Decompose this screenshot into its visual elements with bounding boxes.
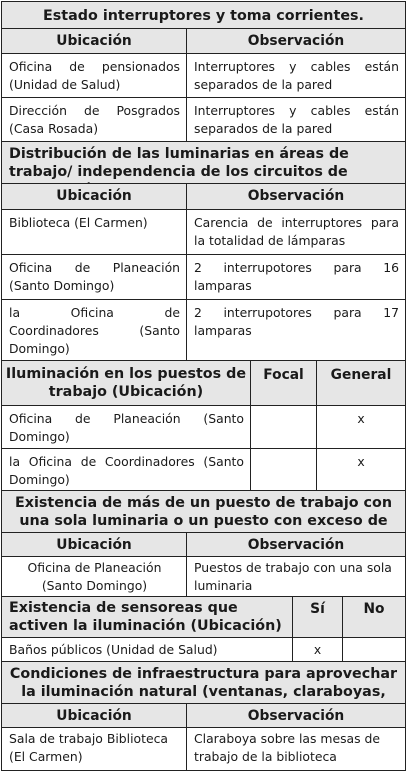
yes-cell: x — [292, 638, 342, 661]
col-header-focal: Focal — [250, 361, 316, 405]
table-row — [2, 449, 405, 491]
table-row — [2, 638, 405, 662]
section6-header-row — [2, 704, 405, 728]
observation-cell: Claraboya sobre las mesas de trabajo de la biblioteca — [186, 728, 405, 770]
table-row — [2, 210, 405, 255]
location-cell: Oficina de Planeación (Santo Domingo) — [9, 411, 244, 444]
location-cell: Biblioteca (El Carmen) — [9, 215, 148, 230]
col-header-location: Ubicación — [56, 708, 132, 724]
section2-title-row — [2, 142, 405, 184]
section1-title-row — [2, 2, 405, 29]
section2-title: Distribución de las luminarias en áreas de trabajo/ independencia de los circuitos de — [9, 146, 349, 180]
col-header-no: No — [342, 597, 405, 637]
table-row — [2, 728, 405, 770]
general-cell: x — [316, 449, 405, 490]
section1-title: Estado interruptores y toma corrientes. — [43, 8, 364, 24]
general-cell: x — [316, 406, 405, 448]
location-cell: la Oficina de Coordinadores (Santo Domingo) — [9, 305, 180, 356]
table-row — [2, 54, 405, 98]
table-row — [2, 406, 405, 449]
section3-title: Iluminación en los puestos de trabajo (Ubicación) — [5, 366, 247, 400]
col-header-location: Ubicación — [56, 33, 132, 49]
section5-title: Existencia de sensoreas que activen la iluminación (Ubicación) — [9, 600, 282, 634]
location-cell: Oficina de Planeación (Santo Domingo) — [9, 260, 180, 293]
section5-header-row — [2, 597, 405, 638]
location-cell: Sala de trabajo Biblioteca (El Carmen) — [9, 731, 168, 764]
col-header-observation: Observación — [186, 29, 405, 53]
location-cell: Oficina de Planeación (Santo Domingo) — [27, 560, 162, 593]
col-header-general: General — [316, 361, 405, 405]
section4-title: Existencia de más de un puesto de trabajo con una sola luminaria o un puesto con exceso de — [14, 495, 393, 529]
focal-cell — [250, 449, 316, 490]
col-header-observation: Observación — [186, 704, 405, 727]
section2-header-row — [2, 184, 405, 210]
section4-header-row — [2, 533, 405, 557]
section6-title: Condiciones de infraestructura para aprovechar la iluminación natural (ventanas, claraboyas, — [9, 666, 398, 700]
section4-title-row — [2, 491, 405, 533]
table-row — [2, 300, 405, 361]
col-header-observation: Observación — [186, 184, 405, 209]
location-cell: Dirección de Posgrados (Casa Rosada) — [9, 103, 180, 136]
col-header-location: Ubicación — [56, 188, 132, 204]
col-header-yes: Sí — [292, 597, 342, 637]
observation-cell: Interruptores y cables están separados de la pared — [186, 54, 405, 97]
col-header-location: Ubicación — [56, 537, 132, 553]
inspection-table — [1, 1, 406, 771]
focal-cell — [250, 406, 316, 448]
table-row — [2, 255, 405, 300]
col-header-observation: Observación — [186, 533, 405, 556]
location-cell: Baños públicos (Unidad de Salud) — [9, 642, 218, 657]
location-cell: Oficina de pensionados (Unidad de Salud) — [9, 59, 180, 92]
location-cell: la Oficina de Coordinadores (Santo Domingo) — [9, 454, 244, 487]
table-row — [2, 98, 405, 142]
section6-title-row — [2, 662, 405, 704]
observation-cell: Puestos de trabajo con una sola luminaria — [186, 557, 405, 596]
observation-cell: Interruptores y cables están separados de la pared — [186, 98, 405, 141]
observation-cell: Carencia de interruptores para la totalidad de lámparas — [186, 210, 405, 254]
observation-cell: 2 interrupotores para 17 lamparas — [186, 300, 405, 360]
table-row — [2, 557, 405, 597]
section1-header-row — [2, 29, 405, 54]
section3-header-row — [2, 361, 405, 406]
observation-cell: 2 interrupotores para 16 lamparas — [186, 255, 405, 299]
no-cell — [342, 638, 405, 661]
